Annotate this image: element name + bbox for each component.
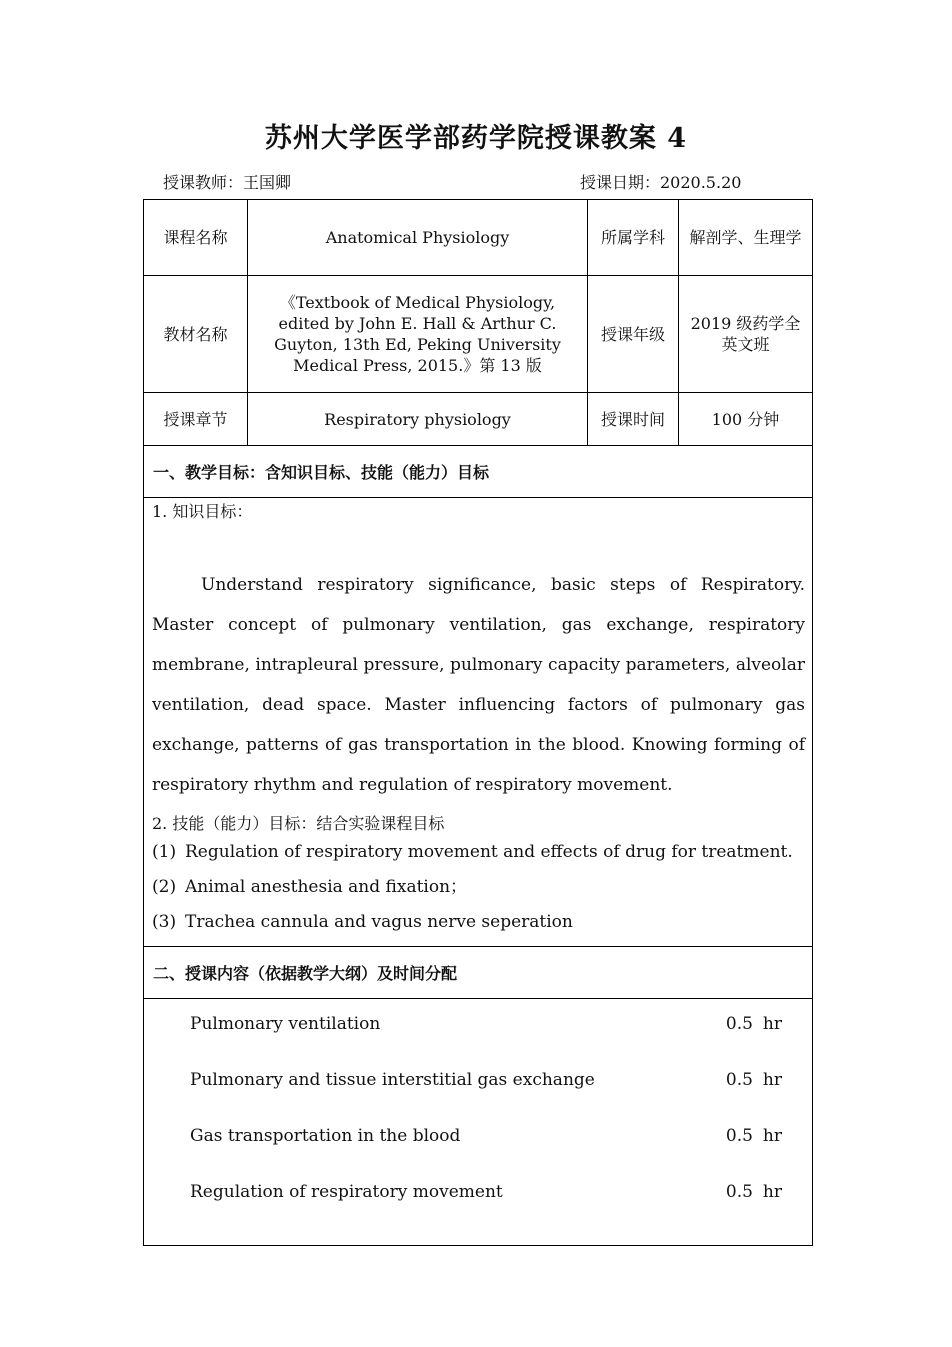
grade-value: 2019 级药学全英文班 (678, 276, 812, 392)
schedule-time (726, 1124, 812, 1148)
schedule-hours: 0.5 (725, 1070, 753, 1090)
textbook-label: 教材名称 (163, 324, 228, 344)
skill-text: Trachea cannula and vagus nerve seperation (185, 912, 573, 932)
textbook-value: 《Textbook of Medical Physiology, edited by John E. Hall & Arthur C. Guyton, 13th Ed, Peking University Medical Press, 2015.》第 13 版 (247, 276, 587, 392)
schedule-topic: Pulmonary ventilation (190, 1014, 381, 1034)
schedule-time (726, 1180, 812, 1204)
grade-label: 授课年级 (587, 276, 678, 392)
schedule-list (144, 999, 812, 1245)
schedule-item (144, 1068, 812, 1124)
skill-number: (2) (152, 877, 177, 897)
skill-item (152, 870, 805, 905)
schedule-unit: hr (762, 1182, 782, 1202)
objectives-body (144, 501, 812, 947)
skill-text: Animal anesthesia and fixation； (185, 877, 468, 897)
schedule-hours: 0.5 (725, 1014, 753, 1034)
chapter-label: 授课章节 (163, 409, 228, 429)
chapter-value: Respiratory physiology (247, 393, 587, 445)
course-row (144, 200, 812, 276)
course-name: Anatomical Physiology (247, 200, 587, 275)
knowledge-paragraph: Understand respiratory significance, basic steps of Respiratory. Master concept of pulmonary ventilation, gas exchange, respiratory membrane, intrapleural pressure, pulmonary capacity parameters, alveolar ventilation, dead space. Master influencing factors of pulmonary gas exchange, patterns of gas transportation in the blood. Knowing forming of respiratory rhythm and regulation of respiratory movement. (152, 575, 805, 795)
skill-item (152, 835, 805, 870)
content-heading: 二、授课内容（依据教学大纲）及时间分配 (144, 947, 812, 999)
lesson-plan-table (143, 199, 813, 1246)
chapter-row (144, 393, 812, 446)
skill-number: (3) (152, 912, 177, 932)
discipline-label: 所属学科 (587, 200, 678, 275)
schedule-hours: 0.5 (725, 1126, 753, 1146)
skill-heading: 2. 技能（能力）目标：结合实验课程目标 (152, 814, 445, 833)
schedule-hours: 0.5 (725, 1182, 753, 1202)
schedule-topic: Gas transportation in the blood (190, 1126, 461, 1146)
schedule-item (144, 1012, 812, 1068)
discipline-value: 解剖学、生理学 (678, 200, 812, 275)
duration-value: 100 分钟 (678, 393, 812, 445)
schedule-time (726, 1068, 812, 1092)
schedule-item (144, 1180, 812, 1236)
skill-item (152, 905, 805, 940)
schedule-topic: Pulmonary and tissue interstitial gas exchange (190, 1070, 595, 1090)
duration-label: 授课时间 (587, 393, 678, 445)
knowledge-heading: 1. 知识目标： (152, 502, 253, 521)
schedule-unit: hr (762, 1126, 782, 1146)
course-label: 课程名称 (163, 228, 228, 247)
schedule-time (726, 1012, 812, 1036)
schedule-unit: hr (762, 1070, 782, 1090)
schedule-unit: hr (762, 1014, 782, 1034)
page-title: 苏州大学医学部药学院授课教案 4 (264, 123, 688, 154)
objectives-heading: 一、教学目标：含知识目标、技能（能力）目标 (144, 446, 812, 498)
textbook-row (144, 276, 812, 393)
schedule-topic: Regulation of respiratory movement (190, 1182, 503, 1202)
skill-number: (1) (152, 842, 177, 862)
teacher-line: 授课教师：王国卿 (163, 173, 292, 192)
skill-text: Regulation of respiratory movement and effects of drug for treatment. (185, 842, 793, 862)
schedule-item (144, 1124, 812, 1180)
date-line: 授课日期：2020.5.20 (580, 173, 742, 192)
